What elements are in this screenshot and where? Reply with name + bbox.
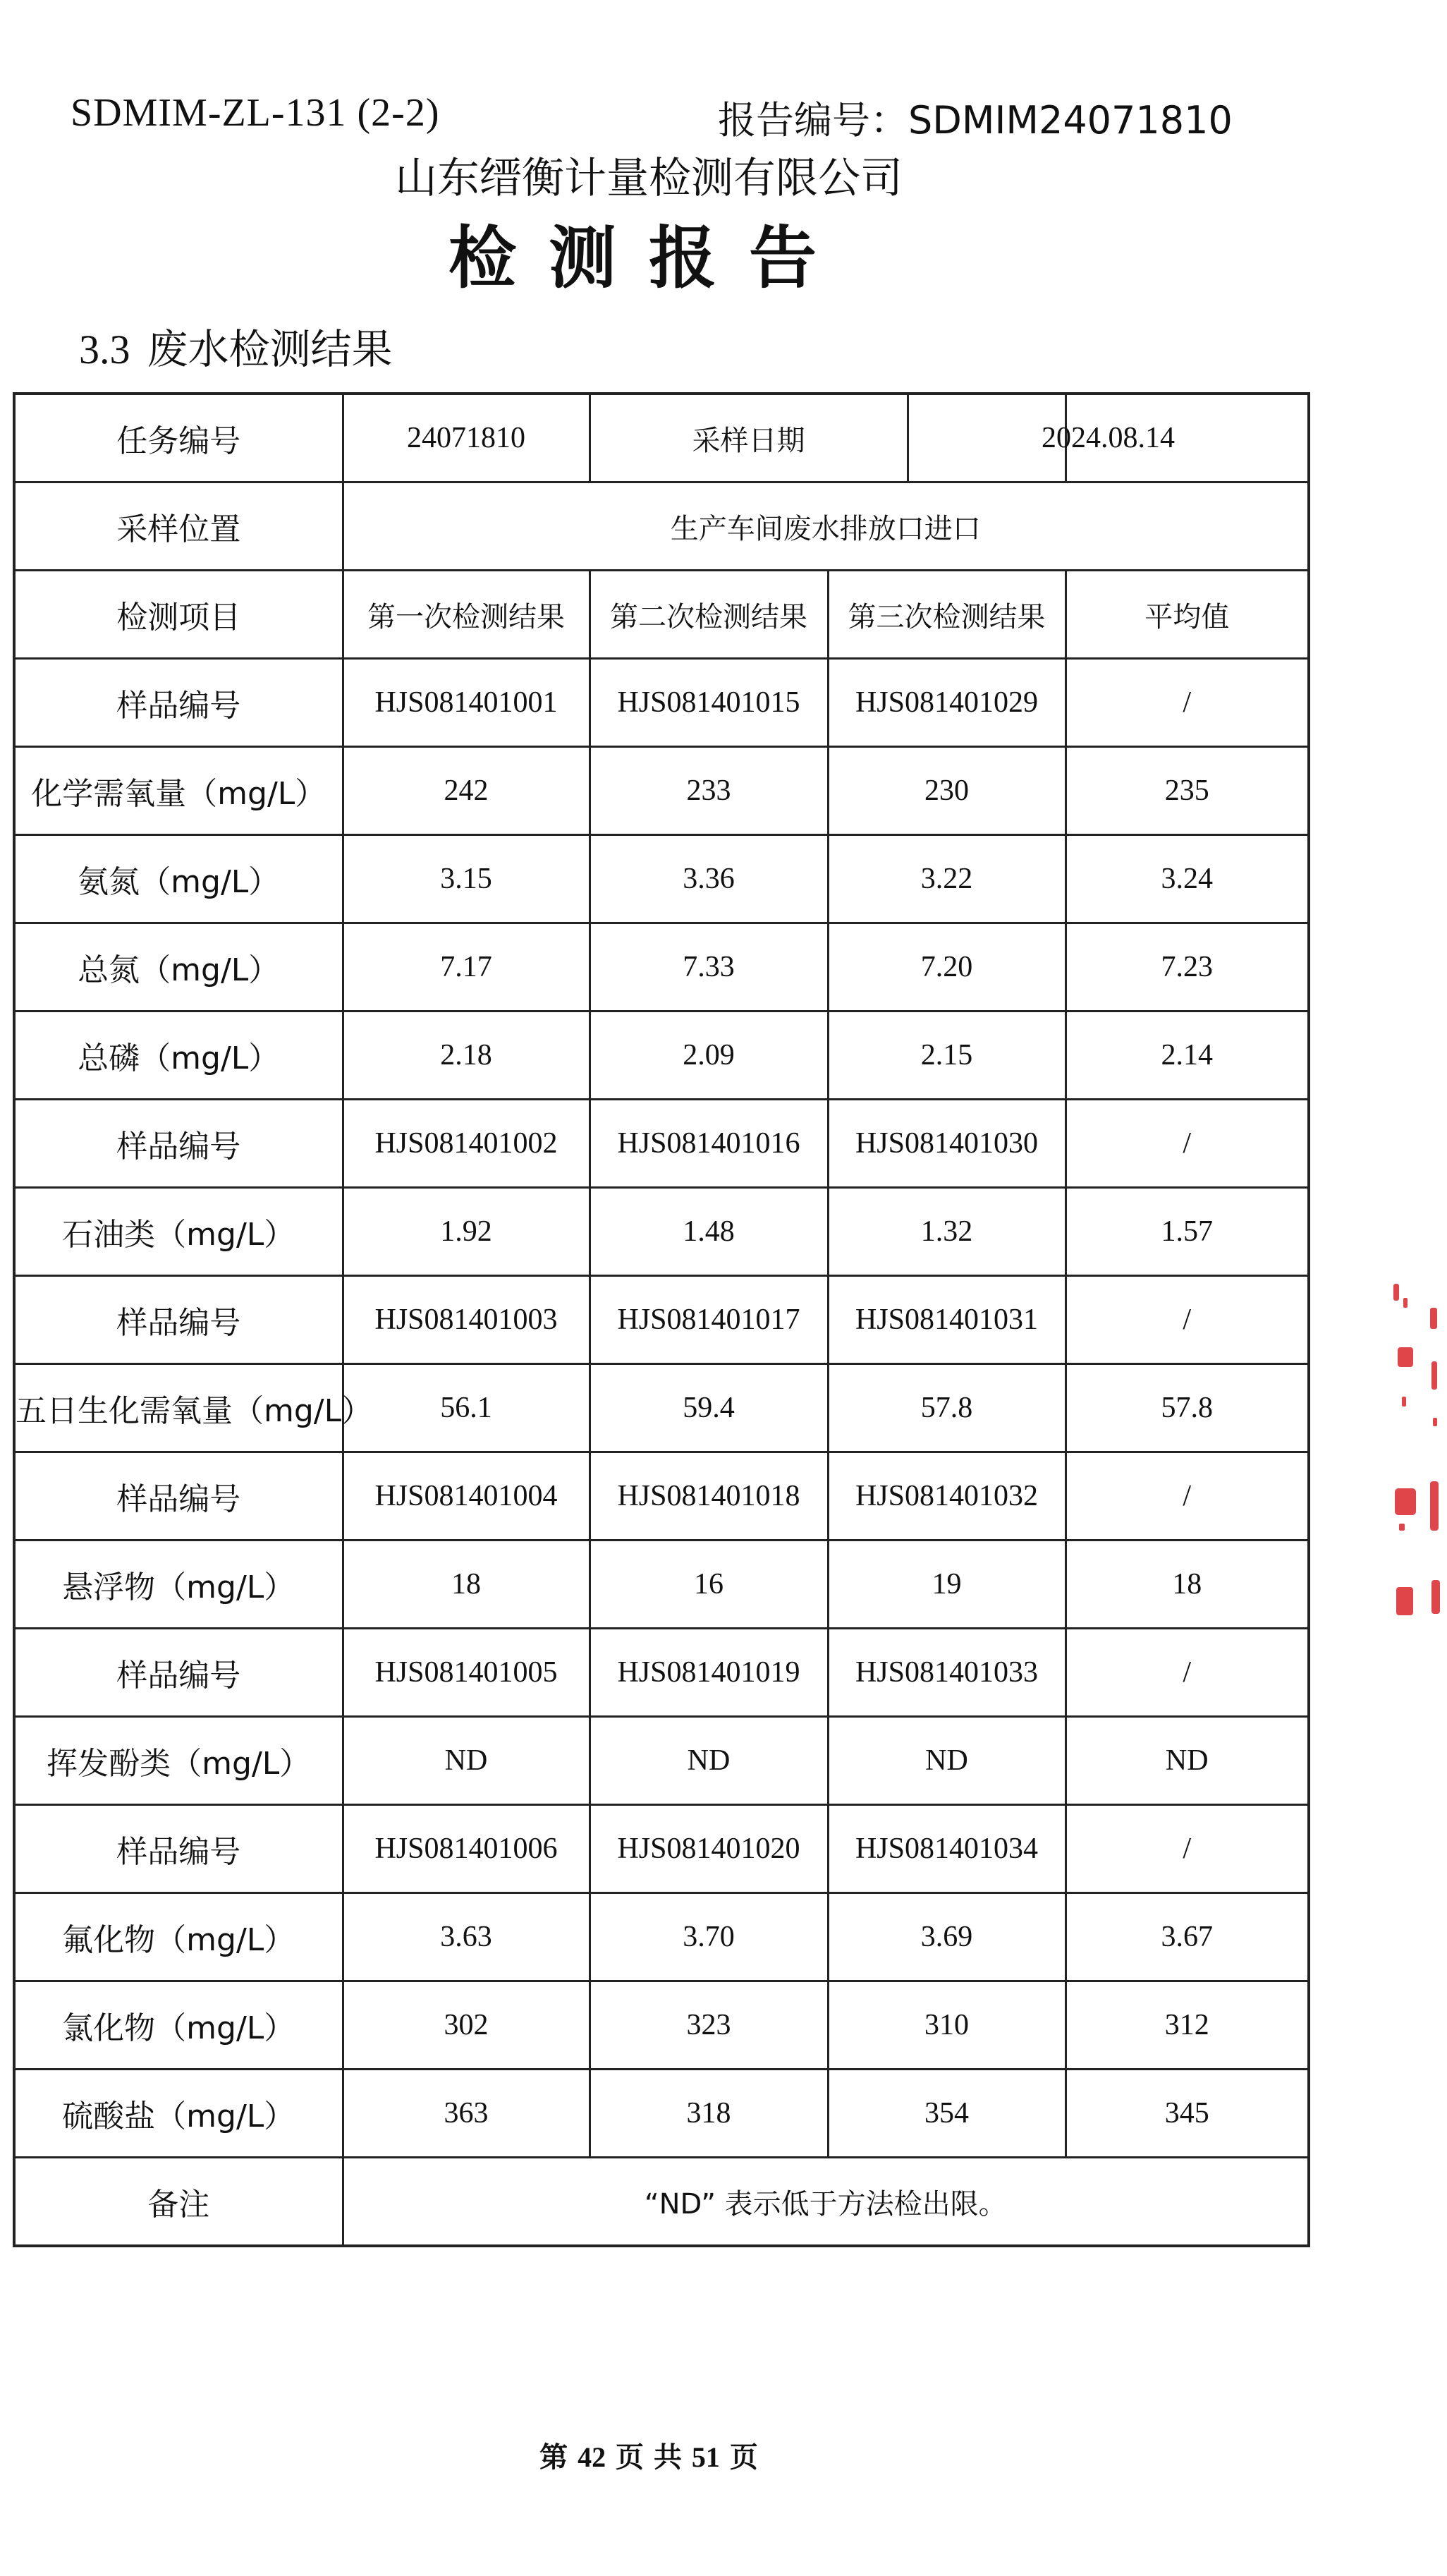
cell-average: /: [1066, 1100, 1309, 1188]
row-label: 化学需氧量（mg/L）: [14, 747, 343, 835]
row-label: 样品编号: [14, 1276, 343, 1364]
cell-second: HJS081401015: [590, 659, 828, 747]
column-header-average: 平均值: [1066, 571, 1309, 659]
row-label: 氯化物（mg/L）: [14, 1981, 343, 2070]
cell-second: 233: [590, 747, 828, 835]
row-label: 样品编号: [14, 659, 343, 747]
info-row-location: [14, 482, 1309, 571]
cell-second: 3.70: [590, 1893, 828, 1981]
cell-average: 1.57: [1066, 1188, 1309, 1276]
cell-average: /: [1066, 1629, 1309, 1717]
cell-first: 18: [343, 1541, 590, 1629]
cell-second: 7.33: [590, 923, 828, 1011]
row-label: 总氮（mg/L）: [14, 923, 343, 1011]
cell-average: 235: [1066, 747, 1309, 835]
table-row: [14, 1364, 1309, 1452]
cell-average: 345: [1066, 2070, 1309, 2158]
cell-first: 3.63: [343, 1893, 590, 1981]
cell-second: 1.48: [590, 1188, 828, 1276]
row-label: 悬浮物（mg/L）: [14, 1541, 343, 1629]
table-row: [14, 1805, 1309, 1893]
row-label: 挥发酚类（mg/L）: [14, 1717, 343, 1805]
cell-first: 56.1: [343, 1364, 590, 1452]
cell-second: 323: [590, 1981, 828, 2070]
section-number: 3.3: [79, 327, 130, 372]
column-header-item: 检测项目: [14, 571, 343, 659]
sampling-date-cell: [590, 394, 1175, 482]
cell-second: HJS081401017: [590, 1276, 828, 1364]
page-suffix: 页: [729, 2441, 758, 2474]
cell-second: HJS081401020: [590, 1805, 828, 1893]
cell-average: 3.24: [1066, 835, 1309, 923]
cell-first: HJS081401001: [343, 659, 590, 747]
document-code: SDMIM-ZL-131 (2-2): [71, 91, 440, 135]
table-row: [14, 923, 1309, 1011]
cell-first: 302: [343, 1981, 590, 2070]
info-row-task: [14, 394, 1309, 482]
cell-third: 354: [828, 2070, 1066, 2158]
cell-third: HJS081401030: [828, 1100, 1066, 1188]
cell-third: 7.20: [828, 923, 1066, 1011]
cell-second: 318: [590, 2070, 828, 2158]
remark-text: “ND” 表示低于方法检出限。: [343, 2158, 1309, 2247]
cell-third: HJS081401033: [828, 1629, 1066, 1717]
table-row: [14, 835, 1309, 923]
row-label: 氟化物（mg/L）: [14, 1893, 343, 1981]
table-row: [14, 1893, 1309, 1981]
page-mid: 页 共: [616, 2441, 682, 2474]
cell-average: 7.23: [1066, 923, 1309, 1011]
document-title: 检测报告: [448, 219, 849, 298]
remark-label: 备注: [14, 2158, 343, 2247]
wastewater-results-table: [13, 392, 1310, 2247]
cell-third: ND: [828, 1717, 1066, 1805]
total-pages: 51: [691, 2441, 720, 2473]
report-number-label: 报告编号：: [718, 98, 908, 142]
task-number-value: 24071810: [343, 394, 590, 482]
cell-average: /: [1066, 1276, 1309, 1364]
row-label: 总磷（mg/L）: [14, 1011, 343, 1100]
column-header-first: 第一次检测结果: [343, 571, 590, 659]
column-header-third: 第三次检测结果: [828, 571, 1066, 659]
cell-average: /: [1066, 1452, 1309, 1541]
cell-first: HJS081401006: [343, 1805, 590, 1893]
cell-first: 363: [343, 2070, 590, 2158]
cell-second: 59.4: [590, 1364, 828, 1452]
table-row: [14, 747, 1309, 835]
cell-average: 3.67: [1066, 1893, 1309, 1981]
location-label: 采样位置: [14, 482, 343, 571]
company-name: 山东缙衡计量检测有限公司: [395, 154, 903, 203]
table-row: [14, 1011, 1309, 1100]
cell-average: 18: [1066, 1541, 1309, 1629]
sampling-date-label: 采样日期: [692, 424, 805, 457]
cell-second: ND: [590, 1717, 828, 1805]
cell-first: 7.17: [343, 923, 590, 1011]
table-row: [14, 1981, 1309, 2070]
page-prefix: 第: [539, 2441, 568, 2474]
row-label: 样品编号: [14, 1805, 343, 1893]
table-row: [14, 1541, 1309, 1629]
cell-third: 3.22: [828, 835, 1066, 923]
cell-third: 310: [828, 1981, 1066, 2070]
cell-first: HJS081401002: [343, 1100, 590, 1188]
cell-first: HJS081401004: [343, 1452, 590, 1541]
cell-second: 2.09: [590, 1011, 828, 1100]
cell-average: /: [1066, 1805, 1309, 1893]
cell-first: 2.18: [343, 1011, 590, 1100]
row-label: 五日生化需氧量（mg/L）: [14, 1364, 343, 1452]
section-heading: [79, 316, 393, 375]
cell-second: HJS081401018: [590, 1452, 828, 1541]
cell-third: 57.8: [828, 1364, 1066, 1452]
cell-second: 3.36: [590, 835, 828, 923]
table-row: [14, 1717, 1309, 1805]
sampling-date-value: 2024.08.14: [1042, 422, 1175, 454]
row-label: 样品编号: [14, 1100, 343, 1188]
cell-first: HJS081401005: [343, 1629, 590, 1717]
cell-average: 2.14: [1066, 1011, 1309, 1100]
table-row: [14, 1100, 1309, 1188]
cell-average: /: [1066, 659, 1309, 747]
location-value: 生产车间废水排放口进口: [343, 482, 1309, 571]
cell-third: 1.32: [828, 1188, 1066, 1276]
row-label: 样品编号: [14, 1452, 343, 1541]
table-row: [14, 659, 1309, 747]
table-row: [14, 2070, 1309, 2158]
cell-third: 3.69: [828, 1893, 1066, 1981]
cell-average: 312: [1066, 1981, 1309, 2070]
cell-third: HJS081401029: [828, 659, 1066, 747]
cell-second: HJS081401019: [590, 1629, 828, 1717]
report-number: [718, 90, 1233, 145]
cell-first: 1.92: [343, 1188, 590, 1276]
cell-third: HJS081401032: [828, 1452, 1066, 1541]
remark-row: [14, 2158, 1309, 2247]
table-row: [14, 1276, 1309, 1364]
row-label: 石油类（mg/L）: [14, 1188, 343, 1276]
page-number: 42: [578, 2441, 606, 2473]
cell-second: HJS081401016: [590, 1100, 828, 1188]
section-title: 废水检测结果: [147, 325, 393, 373]
cell-third: 2.15: [828, 1011, 1066, 1100]
results-table-body: [14, 394, 1309, 2246]
table-row: [14, 1629, 1309, 1717]
table-row: [14, 1452, 1309, 1541]
task-number-label: 任务编号: [14, 394, 343, 482]
page-footer: [0, 2435, 1298, 2475]
report-number-value: SDMIM24071810: [908, 98, 1233, 142]
cell-average: ND: [1066, 1717, 1309, 1805]
row-label: 硫酸盐（mg/L）: [14, 2070, 343, 2158]
cell-first: ND: [343, 1717, 590, 1805]
cell-third: 19: [828, 1541, 1066, 1629]
cell-third: HJS081401031: [828, 1276, 1066, 1364]
cell-first: 242: [343, 747, 590, 835]
cell-third: HJS081401034: [828, 1805, 1066, 1893]
column-header-second: 第二次检测结果: [590, 571, 828, 659]
cell-second: 16: [590, 1541, 828, 1629]
partial-seal-stamp: [1388, 1277, 1447, 1644]
row-label: 氨氮（mg/L）: [14, 835, 343, 923]
cell-first: HJS081401003: [343, 1276, 590, 1364]
cell-first: 3.15: [343, 835, 590, 923]
row-label: 样品编号: [14, 1629, 343, 1717]
cell-third: 230: [828, 747, 1066, 835]
cell-average: 57.8: [1066, 1364, 1309, 1452]
table-row: [14, 1188, 1309, 1276]
column-header-row: [14, 571, 1309, 659]
